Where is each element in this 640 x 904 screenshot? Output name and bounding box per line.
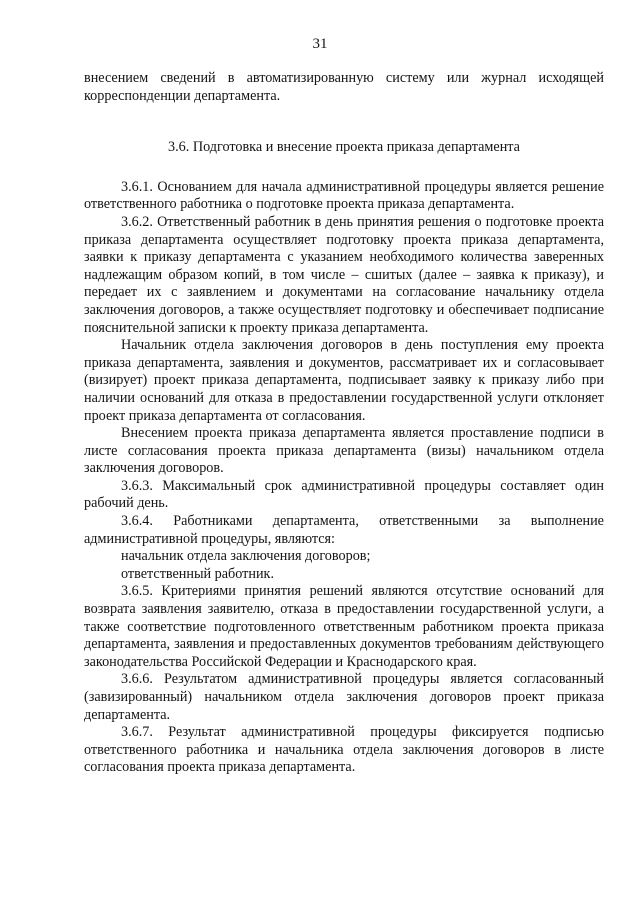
list-item: ответственный работник. xyxy=(121,565,275,582)
paragraph-3-6-3: 3.6.3. Максимальный срок административной процедуры составляет один рабочий день. xyxy=(84,477,604,512)
intro-paragraph: внесением сведений в автоматизированную систему или журнал исходящей корреспонденции департамента. xyxy=(84,70,604,104)
list-item: начальник отдела заключения договоров; xyxy=(121,548,371,565)
paragraph-3-6-5: 3.6.5. Критериями принятия решений являются отсутствие оснований для возврата заявления заявителю, отказа в предоставлении государственной услуги, а также соответствие подготовленного ответственным работником проекта приказа департамента, заявления и предоставленных документов требованиям действующего законодательства Российской Федерации и Краснодарского края. xyxy=(84,583,604,670)
paragraph-3-6-2: 3.6.2. Ответственный работник в день принятия решения о подготовке проекта приказа департамента осуществляет подготовку проекта приказа департамента, заявки к приказу департамента с указанием необходимого количества заверенных надлежащим образом копий, в том числе – сшитых (далее – заявка к приказу), и передает их с заявлением и документами на согласование начальнику отдела заключения договоров, а также осуществляет подготовку и обеспечивает подписание пояснительной записки к проекту приказа департамента. xyxy=(84,213,604,336)
document-body xyxy=(84,70,604,777)
paragraph-3-6-1: 3.6.1. Основанием для начала административной процедуры является решение ответственного работника о подготовке проекта приказа департамента. xyxy=(84,178,604,213)
paragraph-3-6-4: 3.6.4. Работниками департамента, ответственными за выполнение административной процедуры, являются: xyxy=(84,513,604,547)
page-number: 31 xyxy=(312,36,328,52)
paragraph-3-6-7: 3.6.7. Результат административной процедуры фиксируется подписью ответственного работника и начальника отдела заключения договоров в листе согласования проекта приказа департамента. xyxy=(84,724,604,776)
section-heading: 3.6. Подготовка и внесение проекта приказа департамента xyxy=(168,139,520,156)
paragraph-3-6-6: 3.6.6. Результатом административной процедуры является согласованный (завизированный) начальником отдела заключения договоров проект приказа департамента. xyxy=(84,671,604,723)
paragraph-submission: Внесением проекта приказа департамента является проставление подписи в листе согласования проекта приказа департамента (визы) начальником отдела заключения договоров. xyxy=(84,425,604,477)
paragraph-head-review: Начальник отдела заключения договоров в день поступления ему проекта приказа департамента, заявления и документов, рассматривает их и согласовывает (визирует) проект приказа департамента, подписывает заявку к приказу либо при наличии оснований для отказа в предоставлении государственной услуги отклоняет проект приказа департамента от согласования. xyxy=(84,337,604,424)
